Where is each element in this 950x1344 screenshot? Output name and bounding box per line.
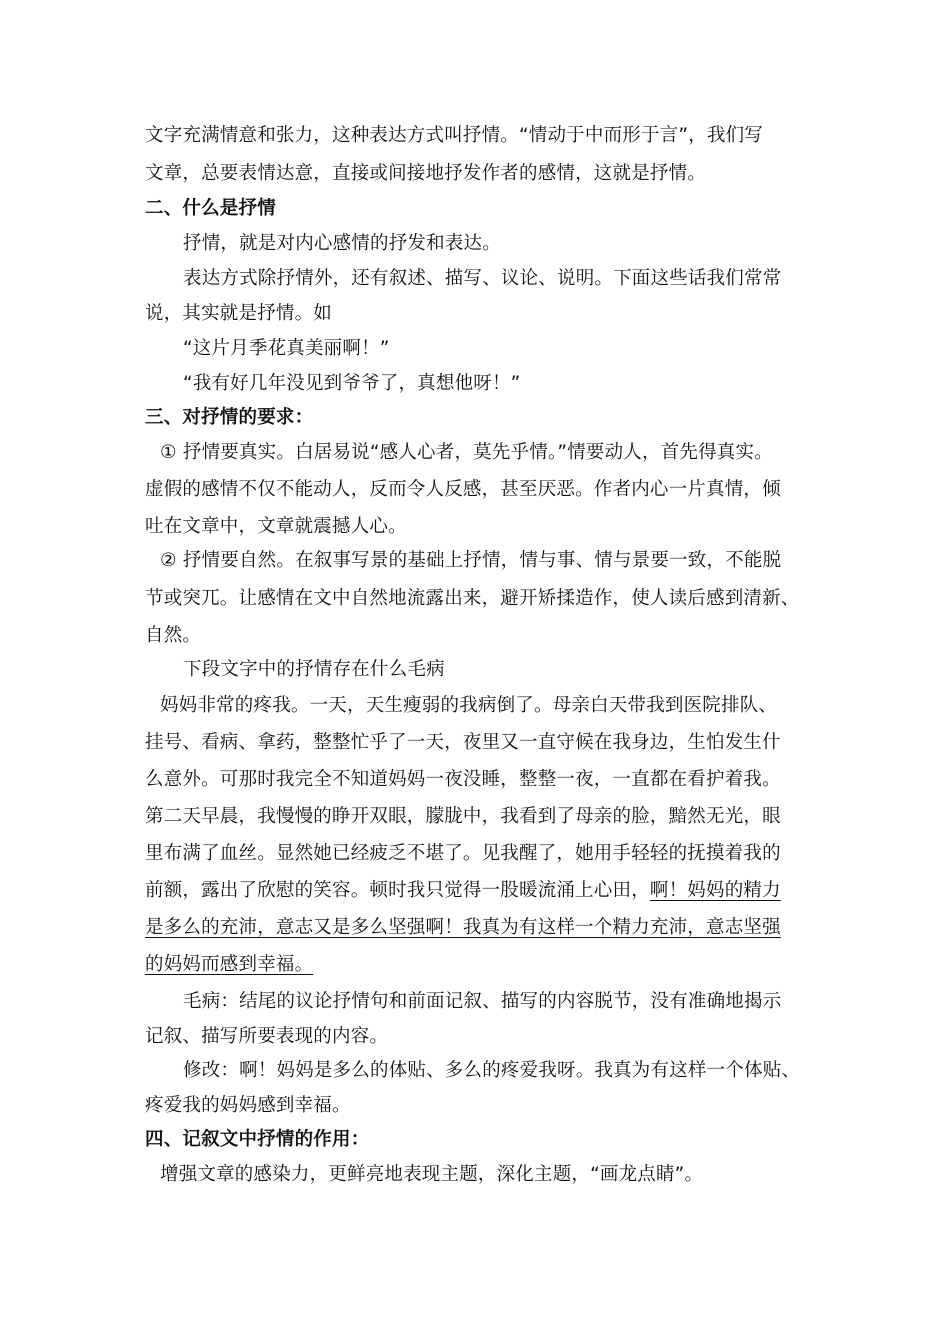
exercise-prompt: 下段文字中的抒情存在什么毛病 — [183, 659, 445, 680]
intro-line: 文章，总要表情达意，直接或间接地抒发作者的感情，这就是抒情。 — [145, 163, 707, 184]
requirement-line: 吐在文章中，文章就震撼人心。 — [145, 516, 407, 537]
section-heading: 二、什么是抒情 — [145, 198, 276, 219]
example-quote: “这片月季花真美丽啊！” — [183, 338, 390, 359]
revision-line: 疼爱我的妈妈感到幸福。 — [145, 1095, 351, 1116]
passage-text: 前额，露出了欣慰的笑容。顿时我只觉得一股暖流涌上心田， — [145, 880, 650, 901]
paragraph-line: 说，其实就是抒情。如 — [145, 303, 333, 324]
requirement-line: ① 抒情要真实。白居易说“感人心者，莫先乎情。”情要动人，首先得真实。 — [160, 442, 773, 463]
passage-line: 里布满了血丝。显然她已经疲乏不堪了。见我醒了，她用手轻轻的抚摸着我的 — [145, 843, 781, 864]
requirement-line: 虚假的感情不仅不能动人，反而令人反感，甚至厌恶。作者内心一片真情，倾 — [145, 479, 781, 500]
paragraph-line: 表达方式除抒情外，还有叙述、描写、议论、说明。下面这些话我们常常 — [183, 268, 782, 289]
passage-line: 挂号、看病、拿药，整整忙乎了一天，夜里又一直守候在我身边，生怕发生什 — [145, 732, 781, 753]
passage-line — [145, 879, 781, 903]
fault-analysis-line: 毛病：结尾的议论抒情句和前面记叙、描写的内容脱节，没有准确地揭示 — [183, 991, 782, 1012]
paragraph-line: 增强文章的感染力，更鲜亮地表现主题，深化主题，“画龙点睛”。 — [160, 1164, 704, 1185]
underlined-passage-text: 是多么的充沛，意志又是多么坚强啊！我真为有这样一个精力充沛，意志坚强 — [145, 917, 781, 938]
section-heading: 三、对抒情的要求： — [145, 407, 314, 428]
revision-line: 修改：啊！妈妈是多么的体贴、多么的疼爱我呀。我真为有这样一个体贴、 — [183, 1060, 801, 1081]
requirement-line: 节或突兀。让感情在文中自然地流露出来，避开矫揉造作，使人读后感到清新、 — [145, 588, 800, 609]
paragraph-line: 抒情，就是对内心感情的抒发和表达。 — [183, 233, 501, 254]
fault-analysis-line: 记叙、描写所要表现的内容。 — [145, 1026, 389, 1047]
underlined-passage-text: 啊！妈妈的精力 — [649, 880, 781, 901]
requirement-line: ② 抒情要自然。在叙事写景的基础上抒情，情与事、情与景要一致，不能脱 — [160, 550, 782, 571]
passage-line: 第二天早晨，我慢慢的睁开双眼，朦胧中，我看到了母亲的脸，黯然无光，眼 — [145, 806, 781, 827]
intro-line: 文字充满情意和张力，这种表达方式叫抒情。“情动于中而形于言”，我们写 — [145, 125, 763, 146]
underlined-passage-text: 的妈妈而感到幸福。 — [145, 954, 314, 975]
section-heading: 四、记叙文中抒情的作用： — [145, 1129, 370, 1150]
requirement-line: 自然。 — [145, 625, 202, 646]
passage-line: 妈妈非常的疼我。一天，天生瘦弱的我病倒了。母亲白天带我到医院排队、 — [160, 695, 778, 716]
passage-line: 么意外。可那时我完全不知道妈妈一夜没睡，整整一夜，一直都在看护着我。 — [145, 769, 781, 790]
example-quote: “我有好几年没见到爷爷了，真想他呀！” — [183, 373, 521, 394]
